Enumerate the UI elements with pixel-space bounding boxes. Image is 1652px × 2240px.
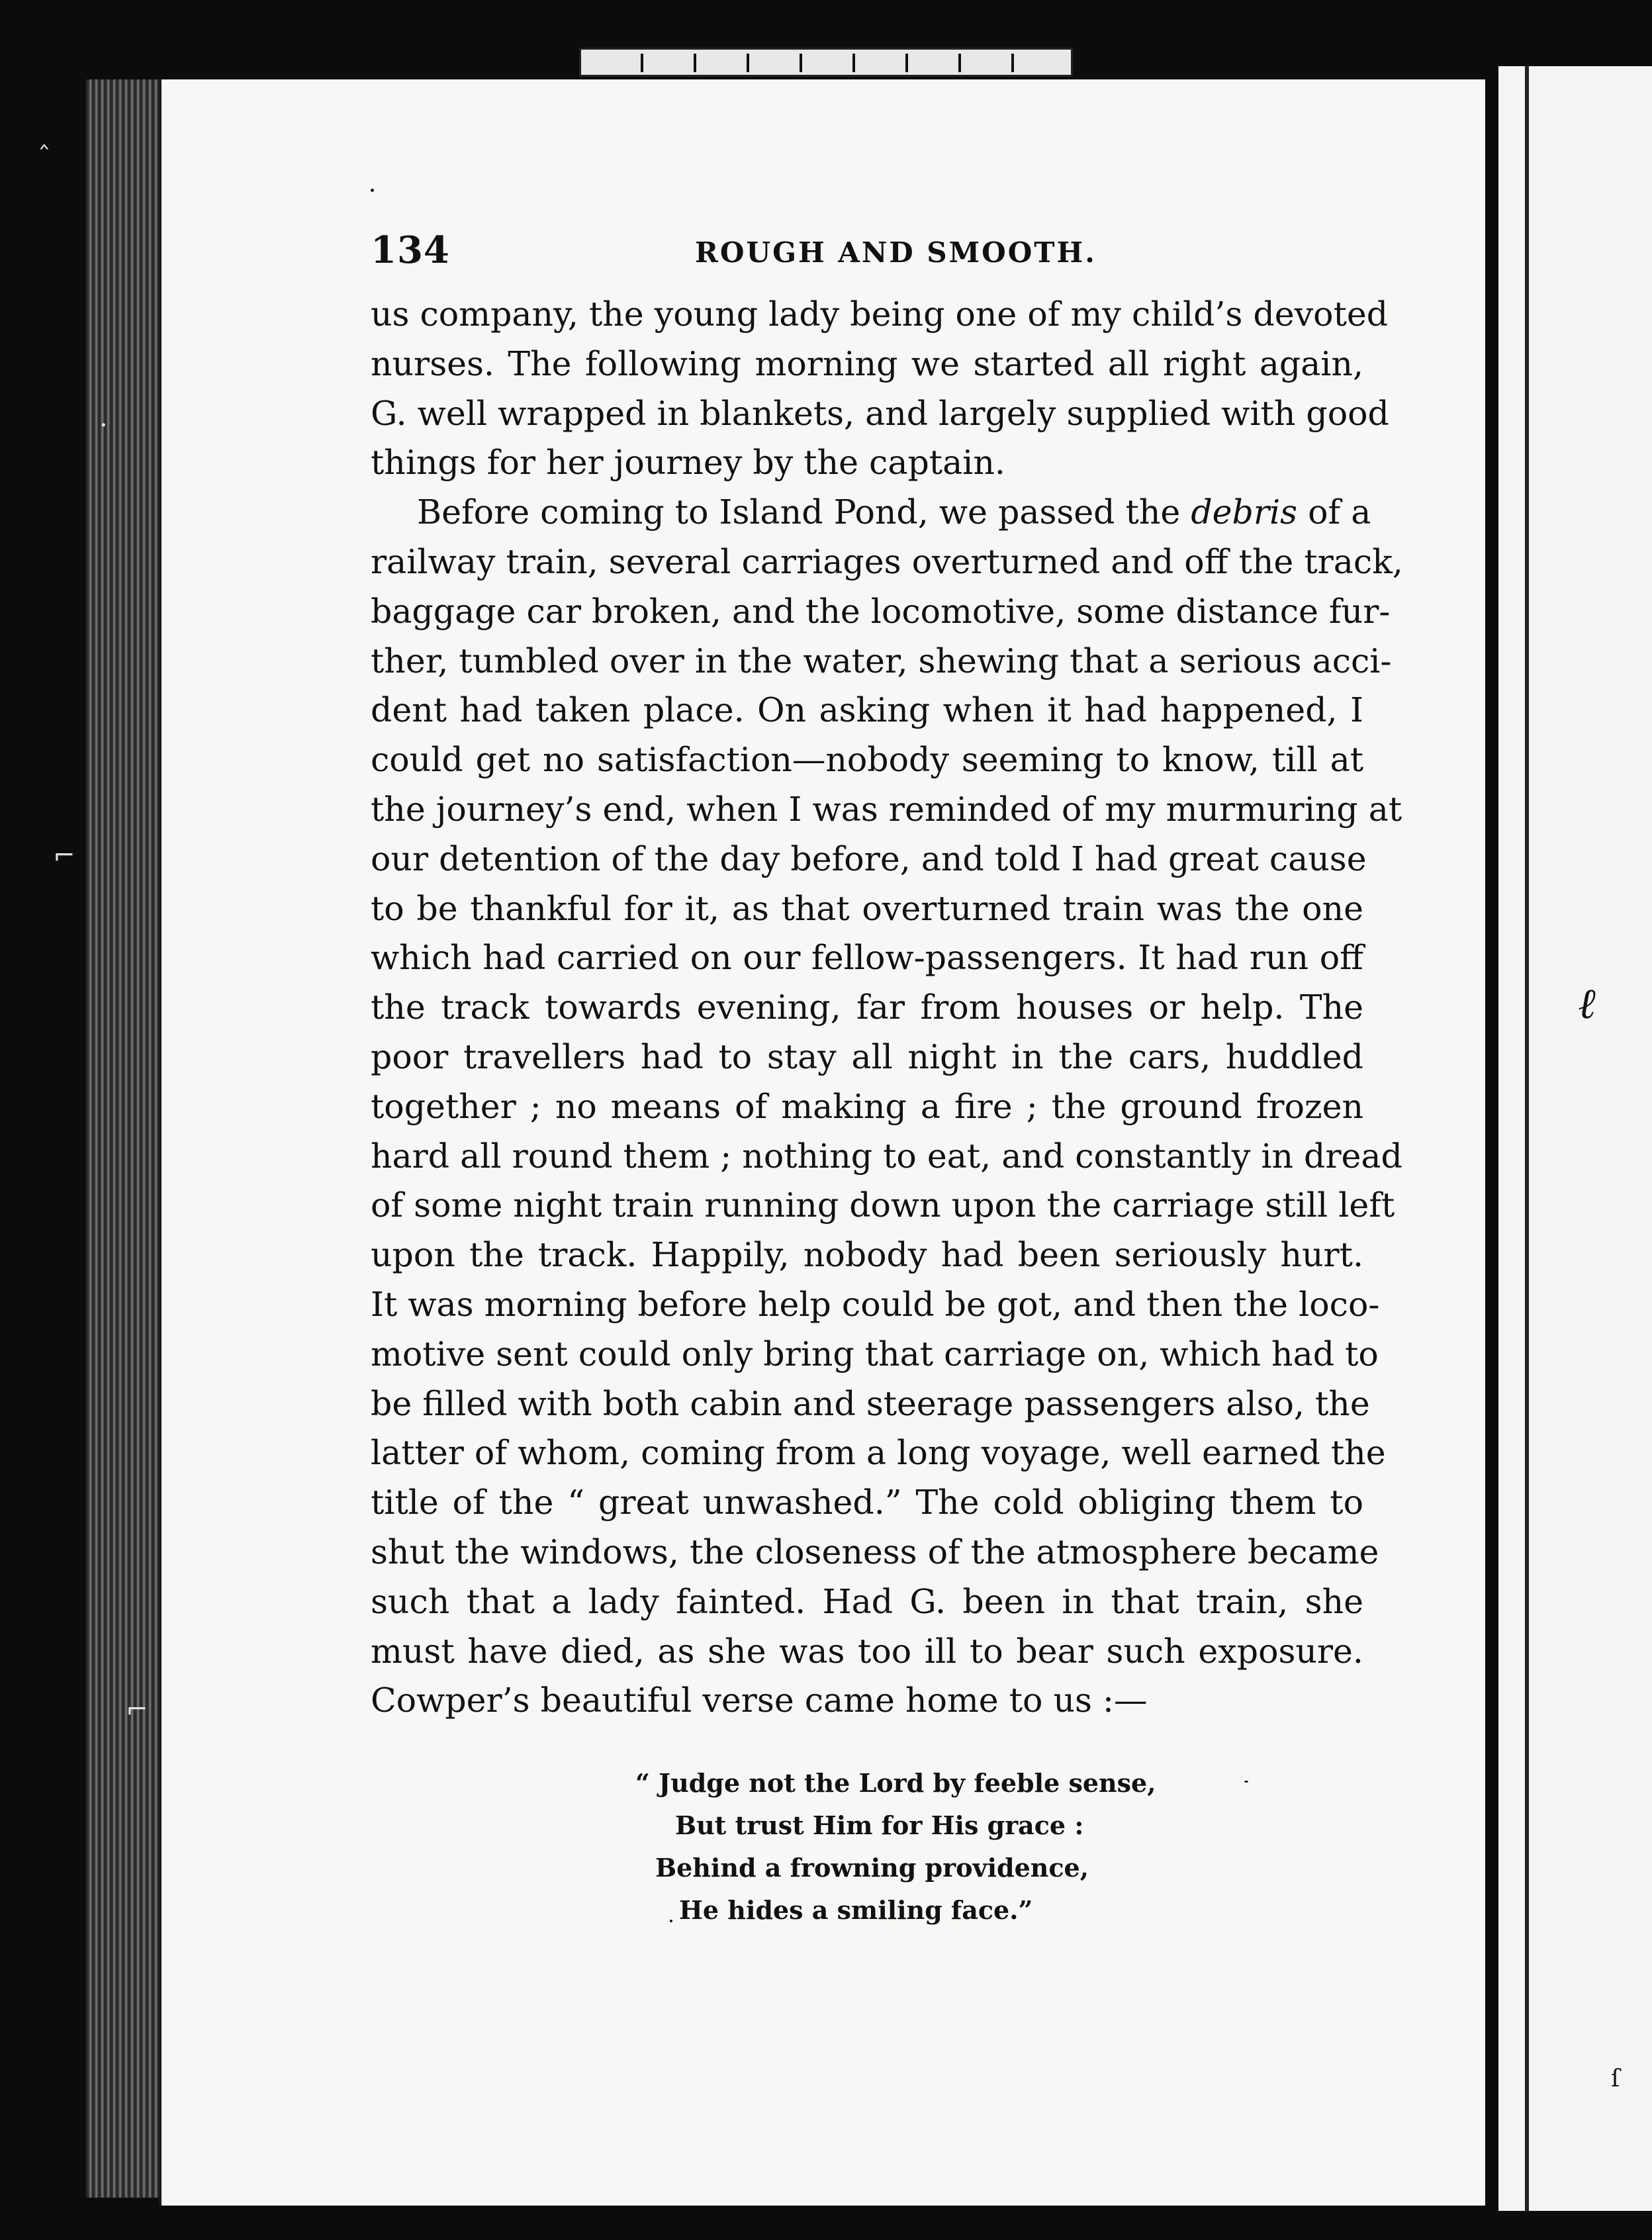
ruler-tick — [905, 54, 908, 72]
verse-line: Behind a frowning providence, — [655, 1853, 1089, 1883]
facing-page-glyph: ℓ — [1578, 980, 1596, 1029]
text-line: must have died, as she was too ill to bear such exposure. — [371, 1631, 1363, 1671]
text-line: Cowper’s beautiful verse came home to us :— — [371, 1681, 1148, 1720]
ruler-tab-strip — [579, 48, 1073, 77]
text-line: together ; no means of making a fire ; the ground frozen — [371, 1086, 1363, 1126]
text-line: the journey’s end, when I was reminded of my murmuring at — [371, 789, 1402, 829]
page-header — [371, 228, 1430, 281]
text-line: hard all round them ; nothing to eat, and constantly in dread — [371, 1136, 1402, 1176]
verse-line: He hides a smiling face.” — [679, 1895, 1033, 1925]
text-line: G. well wrapped in blankets, and largely supplied with good — [371, 393, 1389, 433]
text-line: nurses. The following morning we started all right again, — [371, 344, 1363, 383]
facing-page-gutter-line — [1525, 66, 1529, 2211]
text-line: which had carried on our fellow-passengers. It had run off — [371, 938, 1363, 978]
text-line: be filled with both cabin and steerage passengers also, the — [371, 1383, 1370, 1423]
text-line: the track towards evening, far from houses or help. The — [371, 988, 1363, 1027]
verse-quotation — [635, 1762, 1156, 1932]
text-line: such that a lady fainted. Had G. been in that train, she — [371, 1581, 1363, 1621]
ruler-tick — [641, 54, 643, 72]
text-line: It was morning before help could be got, and then the loco- — [371, 1284, 1380, 1324]
text-line: ther, tumbled over in the water, shewing that a serious acci- — [371, 641, 1392, 680]
scan-speck — [1244, 1781, 1248, 1783]
scan-speck — [371, 189, 374, 192]
body-text — [371, 290, 1403, 1726]
text-line: title of the “ great unwashed.” The cold obliging them to — [371, 1483, 1363, 1522]
text-line: railway train, several carriages overturned and off the track, — [371, 541, 1403, 581]
ruler-tick — [694, 54, 696, 72]
page-number: 134 — [371, 228, 450, 272]
verse-line: But trust Him for His grace : — [675, 1810, 1084, 1840]
text-line: motive sent could only bring that carriage on, which had to — [371, 1334, 1379, 1374]
facing-page-edge — [1498, 66, 1652, 2211]
text-line: baggage car broken, and the locomotive, some distance fur- — [371, 591, 1391, 631]
ruler-tick — [747, 54, 749, 72]
ruler-tick — [800, 54, 802, 72]
page-edges — [86, 79, 165, 2198]
text-line: dent had taken place. On asking when it had happened, I — [371, 690, 1363, 730]
text-line: poor travellers had to stay all night in the cars, huddled — [371, 1037, 1363, 1076]
text-line: latter of whom, coming from a long voyage, well earned the — [371, 1433, 1386, 1473]
edge-mark: ⌐ — [126, 1695, 148, 1725]
facing-page-corner-glyph: ſ — [1611, 2065, 1620, 2092]
edge-mark: ‸ — [40, 119, 49, 150]
italic-word: debris — [1191, 492, 1298, 532]
text-line: to be thankful for it, as that overturned train was the one — [371, 888, 1363, 928]
ruler-tick — [958, 54, 961, 72]
text-line: Before coming to Island Pond, we passed the debris of a — [417, 492, 1371, 532]
text-line: of some night train running down upon the carriage still left — [371, 1186, 1395, 1225]
text-line: could get no satisfaction—nobody seeming to know, till at — [371, 740, 1363, 780]
text-line: shut the windows, the closeness of the atmosphere became — [371, 1532, 1379, 1571]
text-line: us company, the young lady being one of my child’s devoted — [371, 295, 1389, 334]
ruler-tick — [1011, 54, 1014, 72]
verse-line: “ Judge not the Lord by feeble sense, — [635, 1768, 1156, 1798]
edge-mark: ⌐ — [53, 841, 75, 871]
running-head: ROUGH AND SMOOTH. — [695, 236, 1097, 269]
text-line: our detention of the day before, and told I had great cause — [371, 839, 1367, 878]
scan-speck — [670, 1920, 672, 1922]
text-line: upon the track. Happily, nobody had been seriously hurt. — [371, 1235, 1363, 1275]
edge-mark: · — [99, 410, 108, 441]
text-line: things for her journey by the captain. — [371, 443, 1005, 483]
ruler-tick — [852, 54, 855, 72]
